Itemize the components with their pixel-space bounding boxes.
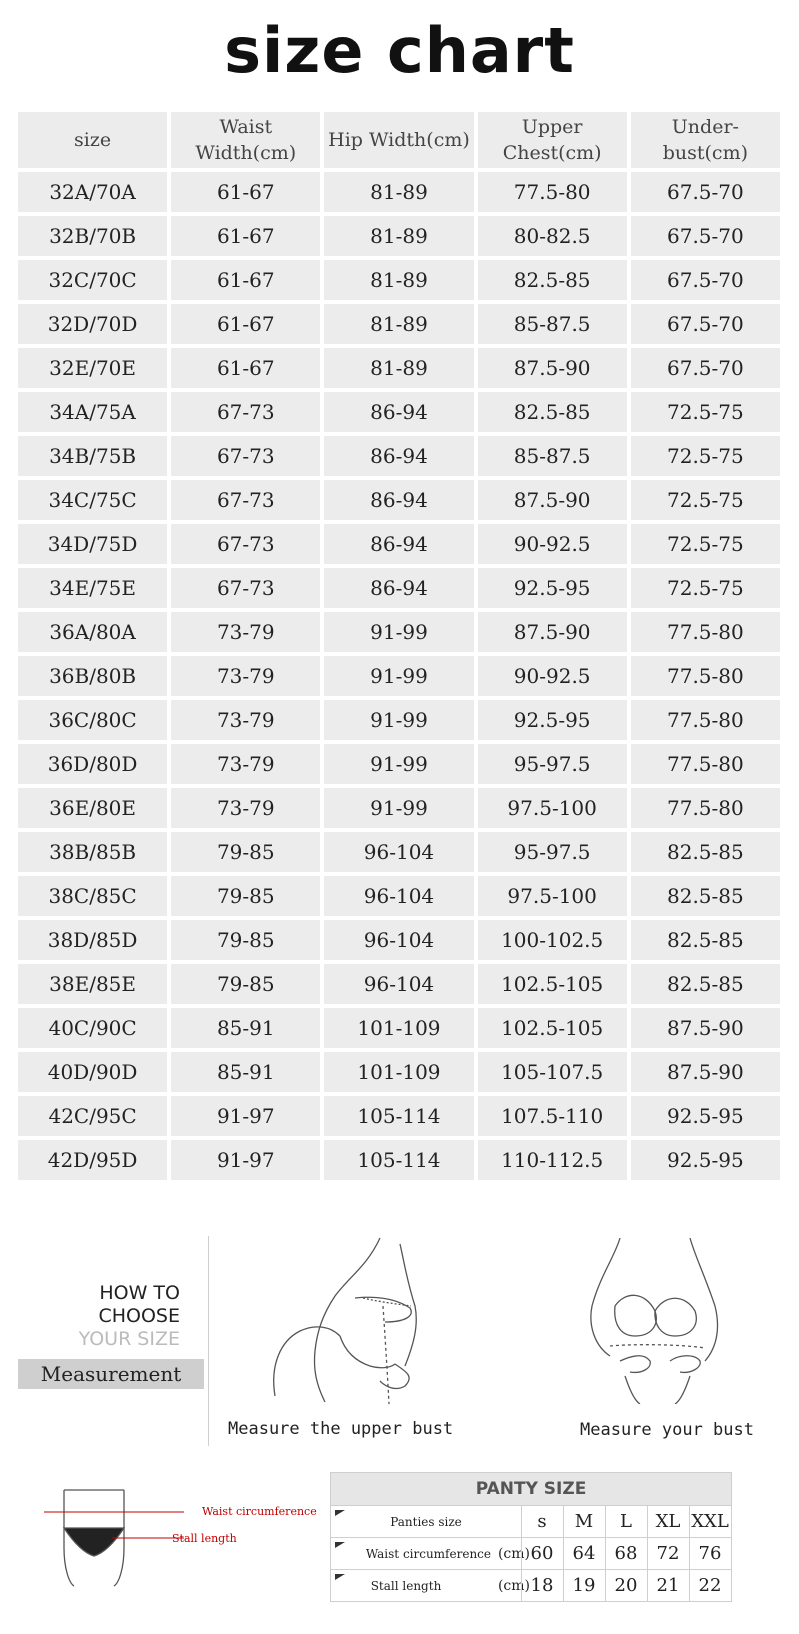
measurement-cell: 85-91: [171, 1008, 320, 1048]
table-row: [18, 260, 780, 300]
table-row: [18, 1140, 780, 1180]
measurement-cell: 61-67: [171, 260, 320, 300]
measurement-cell: 67.5-70: [631, 172, 780, 212]
measurement-cell: 73-79: [171, 744, 320, 784]
waist-value: 68: [605, 1538, 646, 1570]
table-row: [18, 524, 780, 564]
size-cell: 42D/95D: [18, 1140, 167, 1180]
stall-row-unit: (cm): [497, 1578, 531, 1594]
measurement-cell: 61-67: [171, 172, 320, 212]
column-header-3: Upper Chest(cm): [478, 112, 627, 168]
measurement-cell: 77.5-80: [631, 788, 780, 828]
measurement-cell: 61-67: [171, 304, 320, 344]
measurement-cell: 96-104: [324, 964, 473, 1004]
size-cell: 34E/75E: [18, 568, 167, 608]
howto-line-2: CHOOSE: [98, 1305, 180, 1327]
measurement-cell: 91-99: [324, 744, 473, 784]
size-cell: 38D/85D: [18, 920, 167, 960]
measurement-cell: 95-97.5: [478, 744, 627, 784]
measurement-cell: 91-99: [324, 656, 473, 696]
table-row: [18, 348, 780, 388]
measurement-cell: 95-97.5: [478, 832, 627, 872]
table-row: [18, 480, 780, 520]
measurement-cell: 87.5-90: [478, 348, 627, 388]
measurement-cell: 101-109: [324, 1052, 473, 1092]
table-row: [18, 304, 780, 344]
stall-value: 19: [563, 1570, 604, 1602]
measurement-cell: 86-94: [324, 436, 473, 476]
table-row: [18, 788, 780, 828]
measurement-cell: 72.5-75: [631, 436, 780, 476]
measurement-cell: 72.5-75: [631, 568, 780, 608]
panty-illustration: [44, 1488, 184, 1588]
measurement-cell: 96-104: [324, 876, 473, 916]
size-table-body: [18, 172, 780, 1180]
measurement-cell: 79-85: [171, 964, 320, 1004]
stall-row: [331, 1569, 731, 1602]
bust-illustration: [580, 1236, 740, 1404]
size-cell: 36B/80B: [18, 656, 167, 696]
table-row: [18, 216, 780, 256]
size-cell: 32D/70D: [18, 304, 167, 344]
measurement-cell: 81-89: [324, 216, 473, 256]
stall-length-label: Stall length: [172, 1532, 237, 1545]
waist-row: [331, 1537, 731, 1570]
measurement-cell: 90-92.5: [478, 524, 627, 564]
measurement-cell: 92.5-95: [631, 1140, 780, 1180]
panty-sizes-row: [331, 1505, 731, 1538]
size-cell: 32A/70A: [18, 172, 167, 212]
caption-upper-bust: Measure the upper bust: [228, 1419, 454, 1439]
measurement-cell: 82.5-85: [631, 964, 780, 1004]
table-row: [18, 832, 780, 872]
size-cell: 36A/80A: [18, 612, 167, 652]
size-chart-table: [14, 108, 784, 1184]
measurement-cell: 82.5-85: [478, 392, 627, 432]
measurement-cell: 77.5-80: [631, 612, 780, 652]
table-row: [18, 1096, 780, 1136]
measurement-cell: 105-114: [324, 1140, 473, 1180]
table-row: [18, 744, 780, 784]
waist-value: 76: [689, 1538, 730, 1570]
size-cell: 42C/95C: [18, 1096, 167, 1136]
measurement-cell: 91-99: [324, 788, 473, 828]
measurement-cell: 102.5-105: [478, 964, 627, 1004]
waist-value: 72: [647, 1538, 688, 1570]
measurement-cell: 67-73: [171, 392, 320, 432]
measurement-cell: 72.5-75: [631, 480, 780, 520]
measurement-cell: 91-97: [171, 1140, 320, 1180]
size-cell: 36C/80C: [18, 700, 167, 740]
measurement-cell: 97.5-100: [478, 876, 627, 916]
size-cell: 34B/75B: [18, 436, 167, 476]
measurement-cell: 79-85: [171, 876, 320, 916]
upper-bust-illustration: [255, 1236, 455, 1404]
panties-size-label: Panties size: [390, 1515, 462, 1529]
stall-value: 20: [605, 1570, 646, 1602]
table-row: [18, 1008, 780, 1048]
measurement-cell: 77.5-80: [631, 700, 780, 740]
size-cell: 40D/90D: [18, 1052, 167, 1092]
table-row: [18, 1052, 780, 1092]
table-row: [18, 920, 780, 960]
measurement-cell: 67.5-70: [631, 260, 780, 300]
measurement-cell: 81-89: [324, 260, 473, 300]
measurement-cell: 82.5-85: [478, 260, 627, 300]
measurement-cell: 97.5-100: [478, 788, 627, 828]
table-row: [18, 436, 780, 476]
measurement-cell: 77.5-80: [631, 656, 780, 696]
table-row: [18, 700, 780, 740]
stall-value: 18: [521, 1570, 562, 1602]
measurement-cell: 105-114: [324, 1096, 473, 1136]
size-table-header-row: [18, 112, 780, 168]
measurement-cell: 87.5-90: [478, 612, 627, 652]
measurement-cell: 101-109: [324, 1008, 473, 1048]
measurement-cell: 87.5-90: [478, 480, 627, 520]
measurement-cell: 73-79: [171, 612, 320, 652]
size-cell: 34C/75C: [18, 480, 167, 520]
panty-size-table: [330, 1472, 732, 1602]
measurement-cell: 91-99: [324, 612, 473, 652]
table-row: [18, 656, 780, 696]
size-xxl: XXL: [689, 1506, 730, 1538]
measurement-cell: 100-102.5: [478, 920, 627, 960]
size-cell: 40C/90C: [18, 1008, 167, 1048]
size-cell: 38E/85E: [18, 964, 167, 1004]
measurement-cell: 80-82.5: [478, 216, 627, 256]
size-cell: 36D/80D: [18, 744, 167, 784]
measurement-cell: 81-89: [324, 304, 473, 344]
measurement-cell: 107.5-110: [478, 1096, 627, 1136]
size-s: s: [521, 1506, 562, 1538]
size-cell: 38B/85B: [18, 832, 167, 872]
column-header-4: Under-bust(cm): [631, 112, 780, 168]
size-l: L: [605, 1506, 646, 1538]
measurement-cell: 105-107.5: [478, 1052, 627, 1092]
measurement-cell: 96-104: [324, 920, 473, 960]
measurement-cell: 82.5-85: [631, 920, 780, 960]
caption-bust: Measure your bust: [580, 1420, 754, 1440]
stall-row-label: Stall length: [370, 1579, 442, 1593]
measurement-cell: 87.5-90: [631, 1008, 780, 1048]
size-xl: XL: [647, 1506, 688, 1538]
table-row: [18, 964, 780, 1004]
measurement-cell: 91-97: [171, 1096, 320, 1136]
measurement-cell: 73-79: [171, 656, 320, 696]
waist-value: 60: [521, 1538, 562, 1570]
measurement-cell: 102.5-105: [478, 1008, 627, 1048]
measurement-cell: 86-94: [324, 392, 473, 432]
measurement-label: Measurement: [18, 1359, 204, 1389]
measurement-cell: 67-73: [171, 568, 320, 608]
measurement-cell: 67.5-70: [631, 348, 780, 388]
size-cell: 32B/70B: [18, 216, 167, 256]
measurement-cell: 61-67: [171, 216, 320, 256]
measurement-cell: 73-79: [171, 700, 320, 740]
measurement-cell: 77.5-80: [478, 172, 627, 212]
measurement-cell: 82.5-85: [631, 832, 780, 872]
measurement-cell: 61-67: [171, 348, 320, 388]
size-cell: 32C/70C: [18, 260, 167, 300]
measurement-cell: 77.5-80: [631, 744, 780, 784]
measurement-cell: 67-73: [171, 436, 320, 476]
measurement-cell: 86-94: [324, 524, 473, 564]
waist-row-label: Waist circumference: [365, 1547, 491, 1561]
size-cell: 34D/75D: [18, 524, 167, 564]
measurement-cell: 92.5-95: [478, 568, 627, 608]
measurement-cell: 85-87.5: [478, 436, 627, 476]
section-divider: [208, 1236, 209, 1446]
stall-value: 21: [647, 1570, 688, 1602]
measurement-cell: 96-104: [324, 832, 473, 872]
size-cell: 38C/85C: [18, 876, 167, 916]
measurement-cell: 72.5-75: [631, 392, 780, 432]
size-cell: 32E/70E: [18, 348, 167, 388]
waist-value: 64: [563, 1538, 604, 1570]
waist-row-unit: (cm): [497, 1546, 531, 1562]
measurement-cell: 92.5-95: [478, 700, 627, 740]
measurement-cell: 90-92.5: [478, 656, 627, 696]
how-to-choose-heading: [40, 1282, 180, 1351]
page-title: size chart: [224, 14, 575, 87]
waist-circumference-label: Waist circumference: [202, 1505, 317, 1518]
table-row: [18, 876, 780, 916]
measurement-cell: 110-112.5: [478, 1140, 627, 1180]
howto-line-1: HOW TO: [99, 1282, 180, 1304]
size-m: M: [563, 1506, 604, 1538]
measurement-cell: 79-85: [171, 920, 320, 960]
measurement-cell: 73-79: [171, 788, 320, 828]
stall-value: 22: [689, 1570, 730, 1602]
table-row: [18, 612, 780, 652]
measurement-cell: 92.5-95: [631, 1096, 780, 1136]
howto-line-3: YOUR SIZE: [78, 1328, 180, 1350]
measurement-cell: 67.5-70: [631, 304, 780, 344]
measurement-cell: 79-85: [171, 832, 320, 872]
measurement-cell: 85-91: [171, 1052, 320, 1092]
size-cell: 34A/75A: [18, 392, 167, 432]
column-header-1: Waist Width(cm): [171, 112, 320, 168]
table-row: [18, 172, 780, 212]
panty-table-title: PANTY SIZE: [331, 1473, 731, 1505]
measurement-cell: 67-73: [171, 480, 320, 520]
column-header-2: Hip Width(cm): [324, 112, 473, 168]
table-row: [18, 392, 780, 432]
measurement-cell: 82.5-85: [631, 876, 780, 916]
measurement-cell: 86-94: [324, 480, 473, 520]
measurement-cell: 72.5-75: [631, 524, 780, 564]
table-row: [18, 568, 780, 608]
measurement-cell: 87.5-90: [631, 1052, 780, 1092]
size-cell: 36E/80E: [18, 788, 167, 828]
measurement-cell: 67-73: [171, 524, 320, 564]
measurement-cell: 67.5-70: [631, 216, 780, 256]
measurement-cell: 81-89: [324, 172, 473, 212]
measurement-cell: 85-87.5: [478, 304, 627, 344]
measurement-cell: 81-89: [324, 348, 473, 388]
measurement-cell: 86-94: [324, 568, 473, 608]
column-header-0: size: [18, 112, 167, 168]
measurement-cell: 91-99: [324, 700, 473, 740]
